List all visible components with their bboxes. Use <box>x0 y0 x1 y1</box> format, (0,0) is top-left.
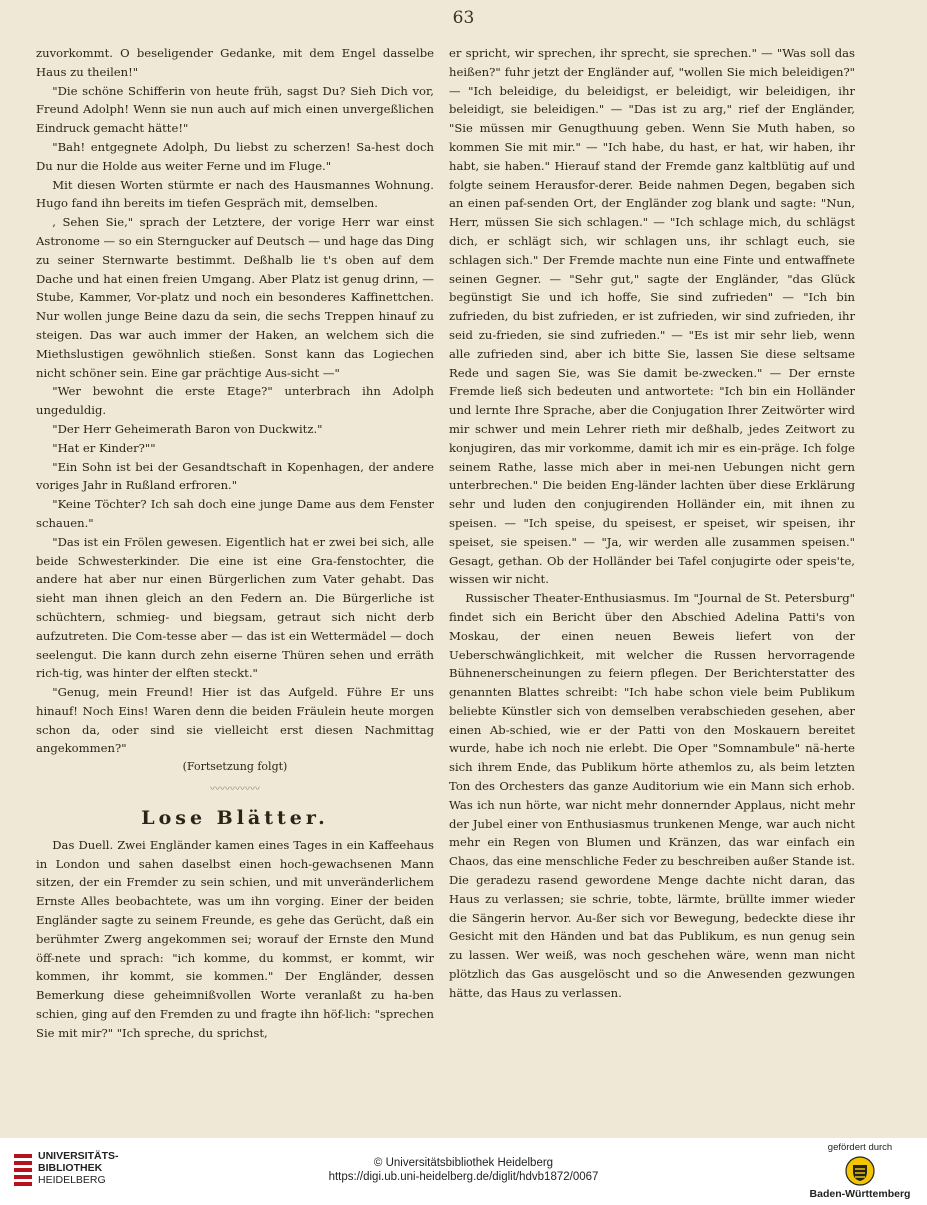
section-title: Lose Blätter. <box>141 806 329 829</box>
left-paragraphs <box>36 44 434 758</box>
paragraph: "Wer bewohnt die erste Etage?" unterbrach ihn Adolph ungeduldig. <box>36 384 434 418</box>
paragraph: zuvorkommt. O beseligender Gedanke, mit dem Engel dasselbe Haus zu theilen!" <box>36 46 434 79</box>
paragraph: "Ein Sohn ist bei der Gesandtschaft in Kopenhagen, der andere voriges Jahr in Rußland erfroren." <box>36 459 434 493</box>
paragraph: er spricht, wir sprechen, ihr sprecht, sie sprechen." — "Was soll das heißen?" fuhr jetzt der Engländer auf, "wollen Sie mich beleidigen?" — "Ich beleidige, du beleidigst, er beleidigt, wir beleidigen, ihr beleidigt, sie beleidigen." — "Das ist zu arg," rief der Engländer, "Sie müssen mir Genugthuung geben. Wenn Sie Muth haben, so kommen Sie mit mir." — "Ich habe, du hast, er hat, wir haben, ihr habt, sie haben." Hierauf stand der Fremde ganz kaltblütig auf und folgte seinem Herausfor-derer. Beide nahmen Degen, begaben sich an einen paf-senden Ort, der Engländer zog blank und sagte: "Nun, Herr, müssen Sie sich schlagen." — "Ich schlage mich, du schlägst dich, er schlägt sich, wir schlagen uns, ihr schlagt euch, sie schlagen sich." Der Fremde machte nun eine Finte und entwaffnete seinen Gegner. — "Sehr gut," sagte der Engländer, "das Glück begünstigt Sie und ich hoffe, Sie sind zufrieden" — "Ich bin zufrieden, du bist zufrieden, er ist zufrieden, wir sind zufrieden, ihr seid zu-frieden, sie sind zufrieden." — "Es ist mir sehr lieb, wenn alle zufrieden sind, aber ich bitte Sie, lassen Sie diese seltsame Rede und sagen Sie, was Sie damit be-zwecken." — Der ernste Fremde ließ sich bedeuten und antwortete: "Ich bin ein Holländer und lernte Ihre Sprache, aber die Conjugation Ihrer Zeitwörter wird mir schwer und mein Lehrer rieth mir deßhalb, jedes Zeitwort zu konjugiren, das mir vorkomme, damit ich mir es ein-präge. Ich folge seinem Rathe, lasse mich aber in mei-nen Uebungen nicht gern unterbrechen." Die beiden Eng-länder lachten über diese Erklärung sehr und luden den conjugirenden Holländer ein, mit ihnen zu speisen. — "Ich speise, du speisest, er speiset, wir speisen, ihr speiset, sie speisen." — "Ja, wir werden alle zusammen speisen." Gesagt, gethan. Ob der Holländer bei Tafel conjugirte oder speis'te, wissen wir nicht. <box>449 46 855 587</box>
left-column <box>36 44 434 1124</box>
crest-icon <box>845 1156 875 1186</box>
permalink[interactable]: https://digi.ub.uni-heidelberg.de/diglit/hdvb1872/0067 <box>328 1171 599 1183</box>
continued-note: (Fortsetzung folgt) <box>182 760 288 774</box>
copyright-block <box>0 1156 927 1184</box>
paragraph: Russischer Theater-Enthusiasmus. Im "Journal de St. Petersburg" findet sich ein Bericht über den Abschied Adelina Patti's von Moskau, der einen neuen Beweis liefert von der Ueberschwänglichkeit, mit welcher die Russen hervorragende Bühnenerscheinungen zu feiern pflegen. Der Berichterstatter des genannten Blattes schreibt: "Ich habe schon viele beim Publikum beliebte Künstler sich von demselben verabschieden gesehen, aber einen Ab-schied, wie er der Patti von den Moskauern bereitet wurde, habe ich noch nie erlebt. Die Oper "Somnambule" nä-herte sich ihrem Ende, das Publikum hörte athemlos zu, als beim letzten Ton des Orchesters das ganze Auditorium wie ein Mann sich erhob. Was ich nun hörte, war nicht mehr donnernder Applaus, nicht mehr der Jubel einer von Enthusiasmus trunkenen Menge, war auch nicht mehr ein Regen von Blumen und Kränzen, das war einfach ein Chaos, das eine menschliche Feder zu beschreiben außer Stande ist. Die geradezu rasend gewordene Menge dachte nicht daran, das Haus zu verlassen; sie schrie, tobte, lärmte, brüllte immer wieder die Sängerin hervor. Au-ßer sich vor Bewegung, bedeckte diese ihr Gesicht mit den Händen und bat das Publikum, es nun genug sein zu lassen. Wer weiß, was noch geschehen wäre, wenn man nicht plötzlich das Gas ausgelöscht und so die Anwesenden gezwungen hätte, das Haus zu verlassen. <box>449 591 855 1000</box>
copyright-text: © Universitätsbibliothek Heidelberg <box>373 1157 554 1169</box>
paragraph: "Das ist ein Frölen gewesen. Eigentlich hat er zwei bei sich, alle beide Schwesterkinder. Die eine ist eine Gra-fenstochter, die andere hat aber nur einen Bürgerlichen zum Vater gehabt. Das sieht man ihnen gleich an den Federn an. Die Bürgerliche ist schüchtern, schmieg- und biegsam, getraut sich nicht derb aufzutreten. Die Com-tesse aber — das ist ein Wettermädel — doch seelengut. Die kann durch zehn eiserne Thüren sehen und erräth rich-tig, was hinter der elften steckt." <box>36 534 434 681</box>
paragraph: , Sehen Sie," sprach der Letztere, der vorige Herr war einst Astronome — so ein Sterngucker auf Deutsch — und hage das Ding zu seiner Sternwarte bestimmt. Deßhalb lie t's oben auf dem Dache und hat einen freien Umgang. Aber Platz ist genug drinn, — Stube, Kammer, Vor-platz und noch ein besonderes Kaffinettchen. Nur wollen junge Beine dazu da sein, die sechs Treppen hinauf zu steigen. Das war auch immer der Haken, an welchem sich die Miethslustigen gewöhnlich stießen. Sonst kann das Logiechen nicht schöner sein. Eine gar prächtige Aus-sicht —" <box>36 215 434 380</box>
paragraph: "Hat er Kinder?"" <box>52 440 156 455</box>
paragraph: "Der Herr Geheimerath Baron von Duckwitz." <box>52 421 323 436</box>
library-name: UNIVERSITÄTS- BIBLIOTHEK HEIDELBERG <box>38 1150 119 1186</box>
right-column <box>449 44 855 1124</box>
paragraph: "Genug, mein Freund! Hier ist das Aufgeld. Führe Er uns hinauf! Noch Eins! Waren denn die beiden Fräulein heute morgen schon da, oder sind sie vielleicht erst diesen Nachmittag angekommen?" <box>36 685 434 756</box>
funded-by-label: gefördert durch <box>827 1142 893 1153</box>
ornament-divider: 〰〰〰〰〰 <box>210 784 260 796</box>
paragraph: Mit diesen Worten stürmte er nach des Hausmannes Wohnung. Hugo fand ihn bereits im tiefen Gespräch mit, demselben. <box>36 177 434 211</box>
page-number: 63 <box>452 8 475 28</box>
duel-paragraph: Das Duell. Zwei Engländer kamen eines Tages in ein Kaffeehaus in London und sahen daselbst einen hoch-gewachsenen Mann sitzen, der ein Fremder zu sein schien, und mit unveränderlichem Ernste Alles beobachtete, was um ihn vorging. Einer der beiden Engländer sagte zu seinem Freunde, es gehe das Gerücht, daß ein berühmter Zwerg angekommen sei; worauf der Ernste den Mund öff-nete und sprach: "ich komme, du kommst, er kommt, wir kommen, ihr kommt, sie kommen." Der Engländer, dessen Bemerkung diese geheimnißvollen Worte veranlaßt zu ha-ben schien, ging auf den Fremden zu und fragte ihn höf-lich: "sprechen Sie mit mir?" "Ich spreche, du sprichst, <box>36 837 434 1040</box>
paragraph: "Keine Töchter? Ich sah doch eine junge Dame aus dem Fenster schauen." <box>36 497 434 530</box>
funding-block[interactable] <box>805 1142 915 1200</box>
state-name: Baden-Württemberg <box>809 1188 911 1200</box>
right-paragraphs <box>449 44 855 1003</box>
paragraph: "Bah! entgegnete Adolph, Du liebst zu scherzen! Sa-hest doch Du nur die Holde aus weiter Ferne und im Fluge." <box>36 139 434 173</box>
viewer-footer <box>0 1138 927 1205</box>
paragraph: "Die schöne Schifferin von heute früh, sagst Du? Sieh Dich vor, Freund Adolph! Wenn sie nun auch auf mich einen unvergeßlichen Eindruck gemacht hätte!" <box>36 83 434 136</box>
